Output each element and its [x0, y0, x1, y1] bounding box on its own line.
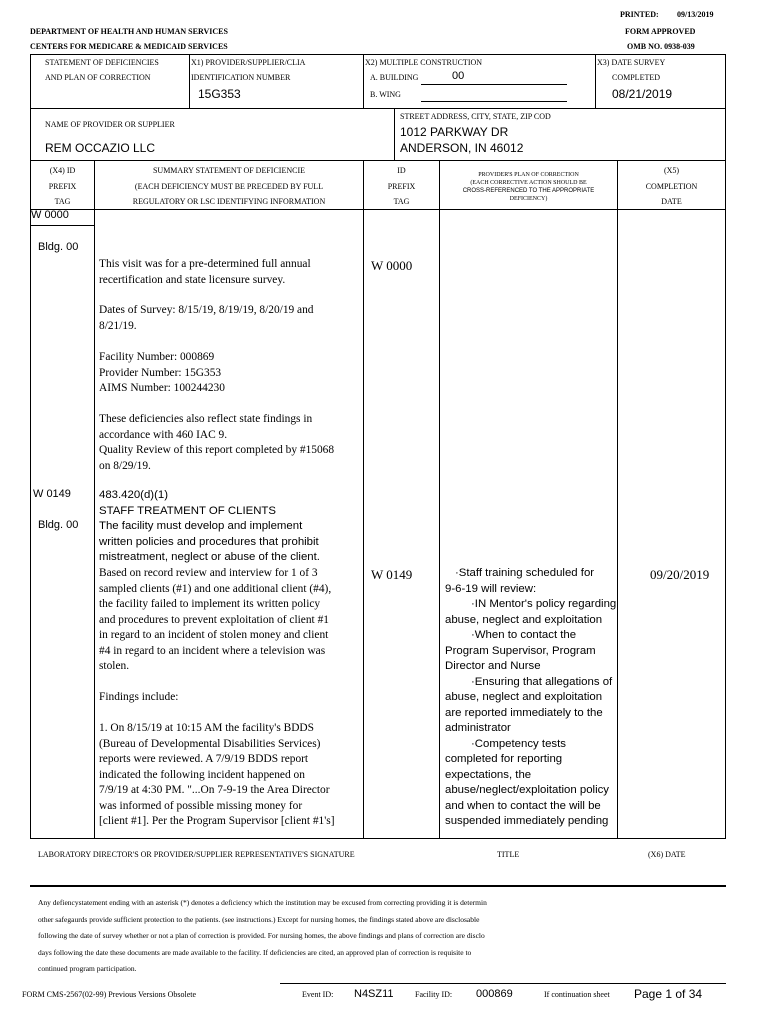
form-number: FORM CMS-2567(02-99) Previous Versions Obsolete: [22, 990, 197, 999]
provider-name-label: NAME OF PROVIDER OR SUPPLIER: [45, 120, 175, 129]
statement-label: STATEMENT OF DEFICIENCIES: [45, 58, 159, 67]
title-label: TITLE: [497, 850, 520, 859]
date-header: DATE: [661, 197, 682, 206]
id-prefix-header: PREFIX: [387, 182, 416, 191]
finding-detail-1: 1. On 8/15/19 at 10:15 AM the facility's BDDS (Bureau of Developmental Disabilities Services) reports were reviewed. A 7/9/19 BDDS report indicated the following incident happened on 7/9/19 at 4:30 PM. "...On 7-9-19 the Area Director was informed of possible missing money for [client #1]. Per the Program Supervisor [client #1's]: [99, 722, 335, 827]
summary-header-3: REGULATORY OR LSC IDENTIFYING INFORMATION: [132, 197, 326, 206]
completion-header: COMPLETION: [645, 182, 698, 191]
survey-dates: Dates of Survey: 8/15/19, 8/19/19, 8/20/19 and 8/21/19.: [99, 304, 314, 332]
survey-date-value: 08/21/2019: [612, 87, 673, 101]
department-title: DEPARTMENT OF HEALTH AND HUMAN SERVICES: [30, 27, 228, 36]
building-tag-2: Bldg. 00: [38, 519, 79, 531]
plan-header-3: CROSS-REFERENCED TO THE APPROPRIATE: [462, 188, 595, 194]
address-street: 1012 PARKWAY DR: [400, 125, 509, 139]
plan-of-correction: ·Staff training scheduled for 9-6-19 will review: ·IN Mentor's policy regarding abuse, neglect and exploitation ·When to contact the Program Supervisor, Program Director and Nurse ·Ensuring that allegations of abuse, neglect and exploitation are reported immediately to the administrator ·Competency tests completed for reporting expectations, the abuse/neglect/exploitation policy and when to contact the will be suspended immediately pending: [445, 567, 617, 827]
deficiency-finding: Based on record review and interview for 1 of 3 sampled clients (#1) and one additional client (#4), the facility failed to implement its written policy and procedures to prevent exploitation of client #1 in regard to an incident of stolen money and client #4 in regard to an incident where a television was stolen.: [99, 567, 332, 672]
x4-tag-header: TAG: [54, 197, 71, 206]
facility-id-label: Facility ID:: [415, 990, 453, 999]
plan-header-4: DEFICIENCY): [509, 196, 548, 202]
x1-label: X1) PROVIDER/SUPPLIER/CLIA: [191, 58, 306, 67]
signature-date-label: (X6) DATE: [648, 850, 686, 859]
omb-number: OMB NO. 0938-039: [627, 42, 695, 51]
summary-header-2: (EACH DEFICIENCY MUST BE PRECEDED BY FULL: [134, 182, 324, 191]
building-tag-1: Bldg. 00: [38, 241, 79, 253]
provider-number-value: 15G353: [198, 87, 241, 101]
centers-title: CENTERS FOR MEDICARE & MEDICAID SERVICES: [30, 42, 228, 51]
address-city: ANDERSON, IN 46012: [400, 141, 524, 155]
state-findings: These deficiencies also reflect state findings in accordance with 460 IAC 9. Quality Review of this report completed by #15068 on 8/29/19.: [99, 413, 335, 472]
plan-header-2: (EACH CORRECTIVE ACTION SHOULD BE: [470, 180, 587, 186]
wing-label: B. WING: [370, 90, 401, 99]
id-tag-1: W 0000: [371, 258, 413, 273]
x1-sub-label: IDENTIFICATION NUMBER: [191, 73, 291, 82]
x5-header: (X5): [663, 166, 680, 175]
plan-header-1: PROVIDER'S PLAN OF CORRECTION: [478, 172, 579, 178]
building-label: A. BUILDING: [370, 73, 419, 82]
x3-label: X3) DATE SURVEY: [597, 58, 666, 67]
x2-label: X2) MULTIPLE CONSTRUCTION: [365, 58, 483, 67]
x4-id-header: (X4) ID: [49, 166, 76, 175]
x4-prefix-header: PREFIX: [48, 182, 77, 191]
facility-numbers: Facility Number: 000869 Provider Number: 15G353 AIMS Number: 100244230: [99, 351, 225, 394]
summary-header-1: SUMMARY STATEMENT OF DEFICIENCIE: [152, 166, 306, 175]
deficiency-tag-2: W 0149: [33, 488, 71, 500]
printed-date: 09/13/2019: [677, 10, 714, 19]
id-header: ID: [397, 166, 406, 175]
building-value: 00: [452, 70, 465, 82]
page-number: Page 1 of 34: [634, 987, 703, 1001]
facility-id-value: 000869: [476, 988, 513, 1000]
signature-label: LABORATORY DIRECTOR'S OR PROVIDER/SUPPLIER REPRESENTATIVE'S SIGNATURE: [38, 850, 355, 859]
provider-name-value: REM OCCAZIO LLC: [45, 141, 156, 155]
plan-correction-label: AND PLAN OF CORRECTION: [45, 73, 151, 82]
summary-intro: This visit was for a pre-determined full annual recertification and state licensure survey.: [99, 258, 311, 286]
deficiency-tag-1: W 0000: [31, 209, 69, 221]
event-id-value: N4SZ11: [354, 988, 394, 1000]
event-id-label: Event ID:: [302, 990, 334, 999]
disclaimer-text: Any defiencystatement ending with an asterisk (*) denotes a deficiency which the institution may be excused from correcting providing it is determin other safegaurds provide sufficient protection to the patients. (see instructions.) Except for nursing homes, the findings stated above are disclosable following the date of survey whether or not a plan of correction is provided. For nursing homes, the above findings and plans of correction are disclo days following the date these documents are made available to the facility. If deficiencies are cited, an approved plan of correction is requisite to continued program participation.: [38, 898, 487, 973]
id-tag-header: TAG: [393, 197, 410, 206]
form-approved: FORM APPROVED: [625, 27, 696, 36]
continuation-label: If continuation sheet: [544, 990, 610, 999]
x3-sub-label: COMPLETED: [612, 73, 660, 82]
address-label: STREET ADDRESS, CITY, STATE, ZIP COD: [400, 112, 551, 121]
findings-include: Findings include:: [99, 691, 179, 703]
regulation-text: 483.420(d)(1) STAFF TREATMENT OF CLIENTS The facility must develop and implement written policies and procedures that prohibit mistreatment, neglect or abuse of the client.: [99, 489, 320, 563]
completion-date: 09/20/2019: [650, 567, 710, 582]
printed-label: PRINTED:: [620, 10, 659, 19]
id-tag-2: W 0149: [371, 567, 413, 582]
